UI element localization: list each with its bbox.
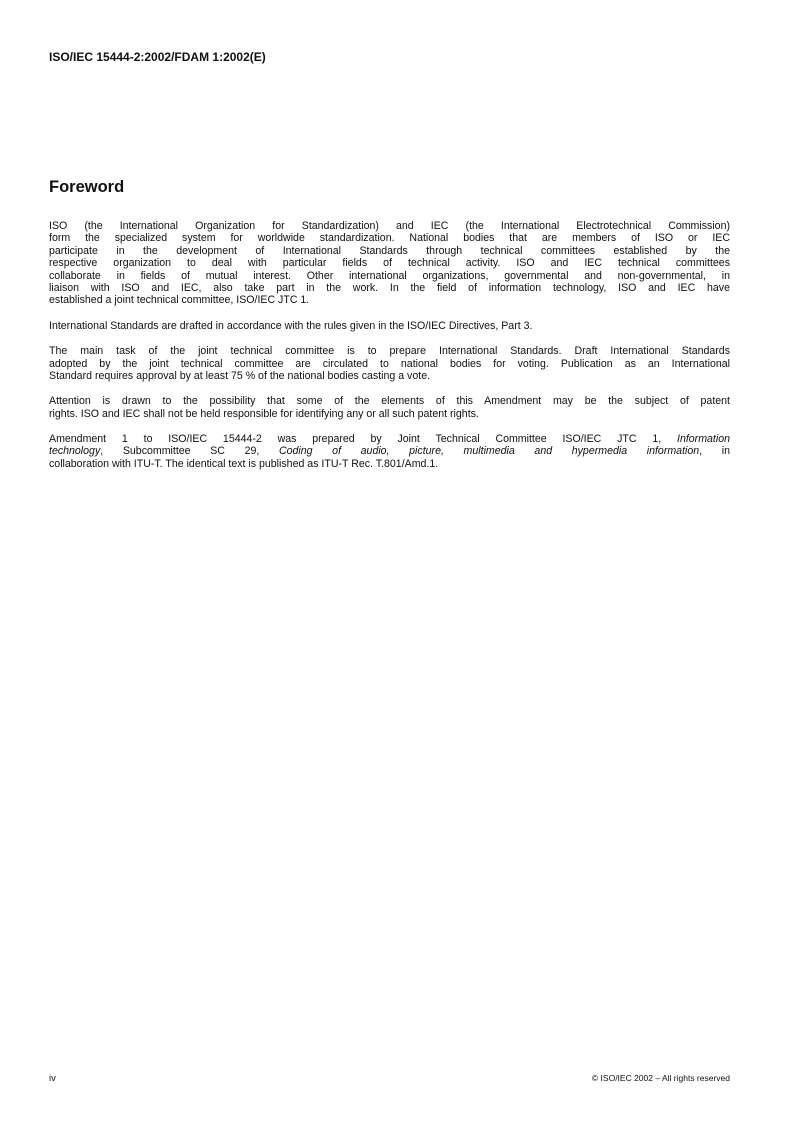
paragraph-4 <box>49 395 730 420</box>
paragraph-3 <box>49 345 730 382</box>
text-line: form the specialized system for worldwide standardization. National bodies that are members of ISO or IEC <box>49 232 730 245</box>
text-line: The main task of the joint technical committee is to prepare International Standards. Draft International Standards <box>49 345 730 358</box>
paragraph-2 <box>49 320 730 332</box>
text-line <box>49 445 730 457</box>
text-line: adopted by the joint technical committee are circulated to national bodies for voting. Publication as an International <box>49 357 730 370</box>
text-segment: , Subcommittee SC 29, <box>100 445 279 458</box>
text-line: ISO (the International Organization for Standardization) and IEC (the International Electrotechnical Commission) <box>49 220 730 232</box>
paragraph-5-amendment <box>49 433 730 470</box>
text-segment-italic: Coding of audio, picture, multimedia and hypermedia information <box>278 445 700 458</box>
text-segment: , in <box>699 445 730 458</box>
page-title: Foreword <box>49 178 125 196</box>
page-number: iv <box>49 1073 56 1084</box>
text-line: collaborate in fields of mutual interest. Other international organizations, governmental and non-governmental, in <box>49 269 730 282</box>
text-line: rights. ISO and IEC shall not be held responsible for identifying any or all such patent rights. <box>49 407 479 420</box>
text-line: Attention is drawn to the possibility that some of the elements of this Amendment may be the subject of patent <box>49 395 730 408</box>
text-line: respective organization to deal with particular fields of technical activity. ISO and IEC technical committees <box>49 257 730 270</box>
text-line: International Standards are drafted in accordance with the rules given in the ISO/IEC Directives, Part 3. <box>49 319 533 332</box>
text-line: collaboration with ITU-T. The identical text is published as ITU-T Rec. T.801/Amd.1. <box>49 457 439 470</box>
text-line: established a joint technical committee, ISO/IEC JTC 1. <box>49 294 310 307</box>
paragraph-1 <box>49 220 730 307</box>
text-line <box>49 433 730 445</box>
document-header-id: ISO/IEC 15444-2:2002/FDAM 1:2002(E) <box>49 50 266 64</box>
text-line: participate in the development of International Standards through technical committees established by the <box>49 244 730 257</box>
copyright-notice: © ISO/IEC 2002 – All rights reserved <box>591 1073 730 1083</box>
text-segment: Amendment 1 to ISO/IEC 15444-2 was prepared by Joint Technical Committee ISO/IEC JTC 1, <box>49 433 677 446</box>
text-segment-italic: Information <box>677 433 730 446</box>
foreword-body <box>49 220 730 483</box>
text-line: Standard requires approval by at least 75 % of the national bodies casting a vote. <box>49 369 431 382</box>
text-segment-italic: technology <box>49 445 101 458</box>
text-line: liaison with ISO and IEC, also take part in the work. In the field of information technology, ISO and IEC have <box>49 281 730 294</box>
